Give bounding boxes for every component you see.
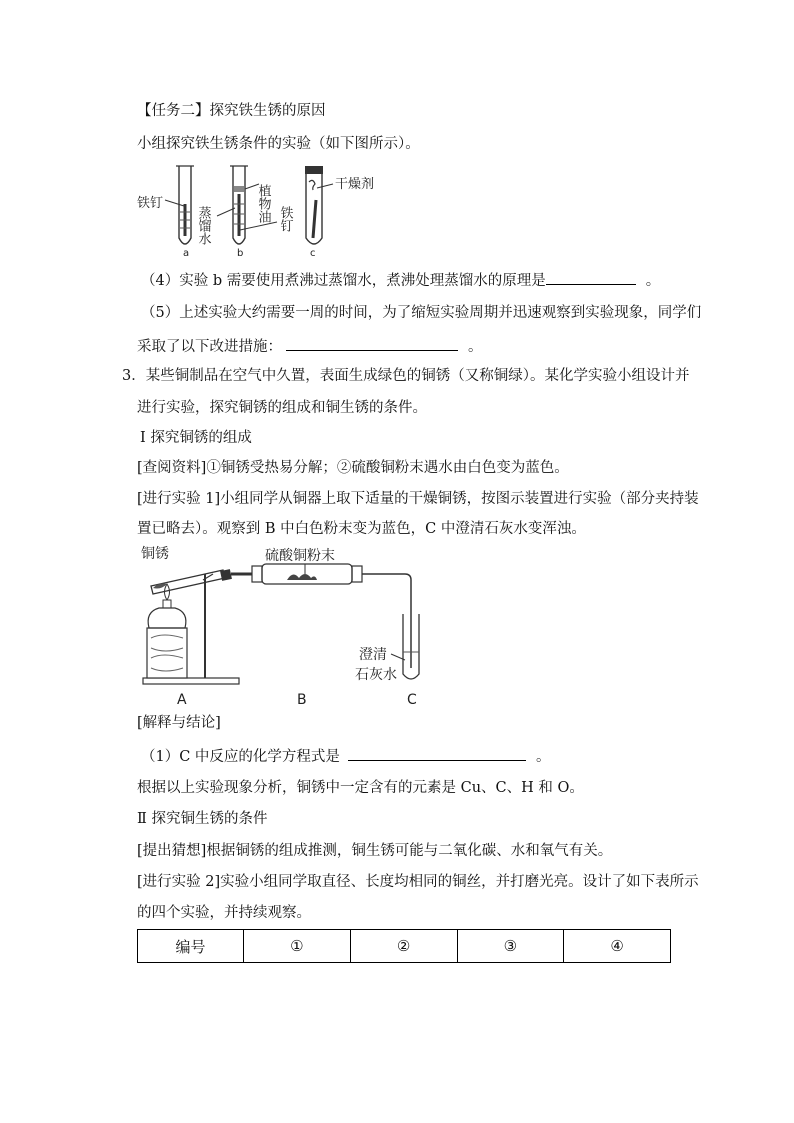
tube-b-label: b <box>237 248 244 259</box>
label-B: B <box>297 692 307 708</box>
label-C: C <box>407 692 417 708</box>
table-header-4: ④ <box>564 930 671 963</box>
hypothesis-text: [提出猜想]根据铜锈的组成推测，铜生锈可能与二氧化碳、水和氧气有关。 <box>137 843 613 859</box>
experiment-1-line2: 置已略去）。观察到 B 中白色粉末变为蓝色，C 中澄清石灰水变浑浊。 <box>137 521 586 537</box>
answer-blank-equation[interactable] <box>348 746 526 761</box>
rust-test-tubes-figure <box>137 160 377 260</box>
answer-blank-5[interactable] <box>286 336 458 351</box>
oil-label: 植物油 <box>255 184 271 223</box>
experiment-2-line1: [进行实验 2]实验小组同学取直径、长度均相同的铜丝，并打磨光亮。设计了如下表所示 <box>137 874 699 890</box>
question-5-line2 <box>137 336 483 357</box>
apparatus-figure <box>137 542 437 712</box>
nail-label-a: 铁钉 <box>137 196 164 211</box>
question-c-equation <box>141 746 550 767</box>
limewater-label-2: 石灰水 <box>355 667 397 683</box>
experiment-2-line2: 的四个实验，并持续观察。 <box>137 905 311 921</box>
table-row <box>138 930 671 963</box>
cuso4-label: 硫酸铜粉末 <box>265 548 335 564</box>
nail-label-b: 铁钉 <box>277 206 293 232</box>
question-5-line1: （5）上述实验大约需要一周的时间，为了缩短实验周期并迅速观察到实验现象，同学们 <box>141 305 702 321</box>
task-intro: 小组探究铁生锈条件的实验（如下图所示）。 <box>137 136 420 152</box>
conclusion-heading: [解释与结论] <box>137 715 221 731</box>
tube-a-label: a <box>183 248 190 259</box>
limewater-label-1: 澄清 <box>359 647 387 663</box>
table-header-3: ③ <box>457 930 564 963</box>
problem-3-line1: 3．某些铜制品在空气中久置，表面生成绿色的铜锈（又称铜绿）。某化学实验小组设计并 <box>122 368 690 384</box>
analysis-text: 根据以上实验现象分析，铜锈中一定含有的元素是 Cu、C、H 和 O。 <box>137 780 584 796</box>
experiment-table <box>137 929 671 963</box>
reference-info: [查阅资料]①铜锈受热易分解；②硫酸铜粉末遇水由白色变为蓝色。 <box>137 460 569 476</box>
question-4-text: （4）实验 b 需要使用煮沸过蒸馏水，煮沸处理蒸馏水的原理是 <box>141 273 546 289</box>
question-4 <box>141 270 660 291</box>
water-label: 蒸馏水 <box>195 206 211 245</box>
desiccant-label: 干燥剂 <box>335 177 375 192</box>
rust-label: 铜锈 <box>141 546 169 562</box>
table-header-2: ② <box>350 930 457 963</box>
task-title: 【任务二】探究铁生锈的原因 <box>137 103 326 119</box>
label-A: A <box>177 692 187 708</box>
problem-3-line2: 进行实验，探究铜锈的组成和铜生锈的条件。 <box>137 400 427 416</box>
table-header-number: 编号 <box>138 930 244 963</box>
question-4-end: 。 <box>645 273 661 289</box>
question-5-end: 。 <box>468 339 483 355</box>
part-1-heading: Ⅰ 探究铜锈的组成 <box>140 430 252 446</box>
table-header-1: ① <box>244 930 351 963</box>
answer-blank-4[interactable] <box>546 270 636 285</box>
question-c-end: 。 <box>535 749 551 765</box>
part-2-heading: Ⅱ 探究铜生锈的条件 <box>137 811 268 827</box>
experiment-1-line1: [进行实验 1]小组同学从铜器上取下适量的干燥铜锈，按图示装置进行实验（部分夹持装 <box>137 491 699 507</box>
question-c-text: （1）C 中反应的化学方程式是 <box>141 749 340 765</box>
question-5-text: 采取了以下改进措施： <box>137 339 282 355</box>
tube-c-label: c <box>310 248 316 259</box>
